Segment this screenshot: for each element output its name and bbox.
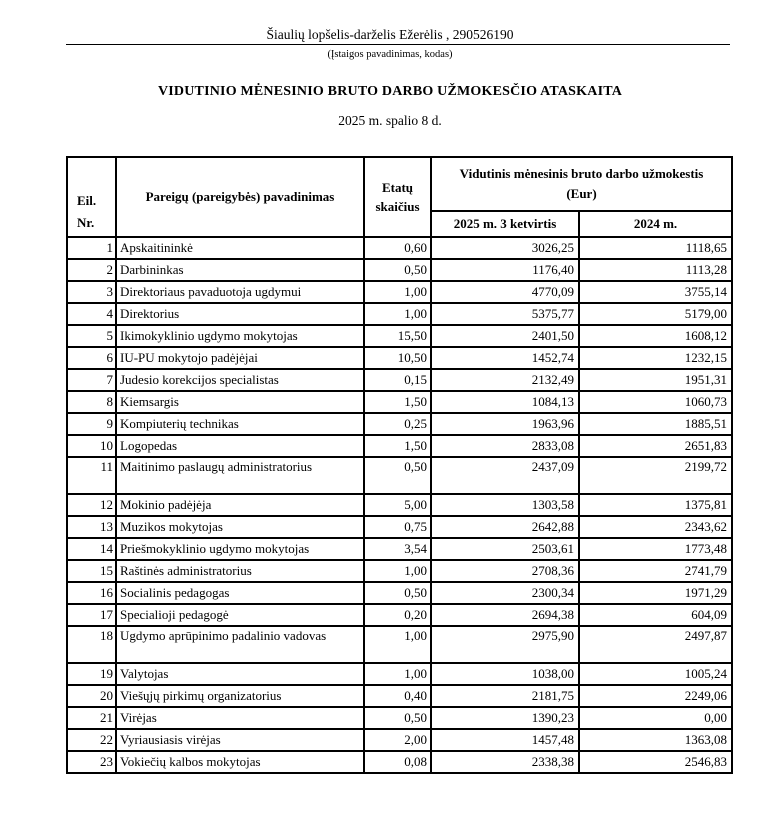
position-cell: Muzikos mokytojas <box>116 516 364 538</box>
row-number-cell: 2 <box>67 259 116 281</box>
salary-2025-cell: 4770,09 <box>431 281 579 303</box>
column-header-salary-group-line1: Vidutinis mėnesinis bruto darbo užmokestis <box>459 166 704 181</box>
salary-2025-cell: 1303,58 <box>431 494 579 516</box>
column-header-fte <box>364 157 431 237</box>
fte-cell: 0,50 <box>364 259 431 281</box>
row-number-cell: 17 <box>67 604 116 626</box>
fte-cell: 2,00 <box>364 729 431 751</box>
salary-2025-cell: 2503,61 <box>431 538 579 560</box>
salary-2025-cell: 1176,40 <box>431 259 579 281</box>
fte-cell: 0,50 <box>364 582 431 604</box>
salary-2024-cell: 1060,73 <box>579 391 732 413</box>
row-number-cell: 22 <box>67 729 116 751</box>
position-cell: Mokinio padėjėja <box>116 494 364 516</box>
salary-2024-cell: 1608,12 <box>579 325 732 347</box>
salary-2024-cell: 2546,83 <box>579 751 732 773</box>
position-cell: Kompiuterių technikas <box>116 413 364 435</box>
table-row <box>67 325 732 347</box>
report-title: VIDUTINIO MĖNESINIO BRUTO DARBO UŽMOKESČIO ATASKAITA <box>157 84 623 99</box>
fte-cell: 0,08 <box>364 751 431 773</box>
fte-cell: 0,75 <box>364 516 431 538</box>
row-number-cell: 21 <box>67 707 116 729</box>
position-cell: Apskaitininkė <box>116 237 364 259</box>
position-cell: Direktoriaus pavaduotoja ugdymui <box>116 281 364 303</box>
table-row <box>67 237 732 259</box>
position-cell: IU-PU mokytojo padėjėjai <box>116 347 364 369</box>
position-cell: Virėjas <box>116 707 364 729</box>
salary-2024-cell: 1971,29 <box>579 582 732 604</box>
position-cell: Vokiečių kalbos mokytojas <box>116 751 364 773</box>
fte-cell: 0,20 <box>364 604 431 626</box>
fte-cell: 0,60 <box>364 237 431 259</box>
row-number-cell: 13 <box>67 516 116 538</box>
row-number-cell: 15 <box>67 560 116 582</box>
salary-2025-cell: 2708,36 <box>431 560 579 582</box>
salary-2025-cell: 2975,90 <box>431 626 579 663</box>
salary-2025-cell: 2833,08 <box>431 435 579 457</box>
table-row <box>67 369 732 391</box>
salary-2025-cell: 2338,38 <box>431 751 579 773</box>
salary-2025-cell: 2437,09 <box>431 457 579 494</box>
table-row <box>67 663 732 685</box>
salary-2025-cell: 1038,00 <box>431 663 579 685</box>
table-row <box>67 538 732 560</box>
position-cell: Ikimokyklinio ugdymo mokytojas <box>116 325 364 347</box>
report-date: 2025 m. spalio 8 d. <box>338 113 442 128</box>
fte-cell: 0,25 <box>364 413 431 435</box>
fte-cell: 1,00 <box>364 281 431 303</box>
table-row <box>67 303 732 325</box>
column-header-salary-group-line2: (Eur) <box>566 186 597 201</box>
salary-2025-cell: 1084,13 <box>431 391 579 413</box>
row-number-cell: 19 <box>67 663 116 685</box>
salary-2024-cell: 1885,51 <box>579 413 732 435</box>
fte-cell: 1,50 <box>364 435 431 457</box>
row-number-cell: 6 <box>67 347 116 369</box>
table-row <box>67 259 732 281</box>
table-row <box>67 560 732 582</box>
header-rule <box>66 44 730 45</box>
table-row <box>67 626 732 663</box>
table-row <box>67 729 732 751</box>
column-header-row-number-line1: Eil. <box>77 193 97 208</box>
salary-2025-cell: 2694,38 <box>431 604 579 626</box>
table-row <box>67 751 732 773</box>
fte-cell: 1,00 <box>364 303 431 325</box>
salary-table <box>66 156 733 774</box>
row-number-cell: 12 <box>67 494 116 516</box>
row-number-cell: 5 <box>67 325 116 347</box>
salary-2025-cell: 2401,50 <box>431 325 579 347</box>
row-number-cell: 3 <box>67 281 116 303</box>
institution-name: Šiaulių lopšelis-darželis Ežerėlis , 290526190 <box>266 27 514 42</box>
position-cell: Direktorius <box>116 303 364 325</box>
salary-2024-cell: 3755,14 <box>579 281 732 303</box>
row-number-cell: 11 <box>67 457 116 494</box>
salary-2024-cell: 2249,06 <box>579 685 732 707</box>
table-row <box>67 707 732 729</box>
column-header-2025-q3: 2025 m. 3 ketvirtis <box>431 211 579 237</box>
table-row <box>67 582 732 604</box>
salary-2024-cell: 604,09 <box>579 604 732 626</box>
row-number-cell: 20 <box>67 685 116 707</box>
row-number-cell: 8 <box>67 391 116 413</box>
table-row <box>67 516 732 538</box>
row-number-cell: 18 <box>67 626 116 663</box>
salary-table-body <box>67 237 732 773</box>
header-row-top <box>67 157 732 211</box>
position-cell: Priešmokyklinio ugdymo mokytojas <box>116 538 364 560</box>
salary-2025-cell: 2642,88 <box>431 516 579 538</box>
fte-cell: 1,00 <box>364 560 431 582</box>
salary-2024-cell: 5179,00 <box>579 303 732 325</box>
salary-2024-cell: 1005,24 <box>579 663 732 685</box>
row-number-cell: 10 <box>67 435 116 457</box>
fte-cell: 10,50 <box>364 347 431 369</box>
salary-2024-cell: 1232,15 <box>579 347 732 369</box>
position-cell: Socialinis pedagogas <box>116 582 364 604</box>
salary-2025-cell: 1452,74 <box>431 347 579 369</box>
fte-cell: 1,00 <box>364 626 431 663</box>
column-header-fte-line1: Etatų <box>381 180 414 195</box>
table-row <box>67 604 732 626</box>
position-cell: Viešųjų pirkimų organizatorius <box>116 685 364 707</box>
table-row <box>67 347 732 369</box>
salary-2024-cell: 1118,65 <box>579 237 732 259</box>
row-number-cell: 23 <box>67 751 116 773</box>
institution-caption: (Įstaigos pavadinimas, kodas) <box>327 49 453 60</box>
salary-2024-cell: 2199,72 <box>579 457 732 494</box>
salary-2025-cell: 2132,49 <box>431 369 579 391</box>
table-row <box>67 457 732 494</box>
position-cell: Logopedas <box>116 435 364 457</box>
fte-cell: 0,15 <box>364 369 431 391</box>
column-header-salary-group <box>431 157 732 211</box>
salary-2025-cell: 1963,96 <box>431 413 579 435</box>
position-cell: Raštinės administratorius <box>116 560 364 582</box>
table-row <box>67 494 732 516</box>
salary-2024-cell: 0,00 <box>579 707 732 729</box>
fte-cell: 1,50 <box>364 391 431 413</box>
table-row <box>67 413 732 435</box>
column-header-fte-line2: skaičius <box>375 199 420 214</box>
fte-cell: 5,00 <box>364 494 431 516</box>
column-header-row-number <box>67 157 116 237</box>
salary-2025-cell: 5375,77 <box>431 303 579 325</box>
salary-2024-cell: 1773,48 <box>579 538 732 560</box>
row-number-cell: 14 <box>67 538 116 560</box>
position-cell: Darbininkas <box>116 259 364 281</box>
table-row <box>67 391 732 413</box>
row-number-cell: 1 <box>67 237 116 259</box>
salary-2024-cell: 1363,08 <box>579 729 732 751</box>
position-cell: Vyriausiasis virėjas <box>116 729 364 751</box>
fte-cell: 3,54 <box>364 538 431 560</box>
salary-2024-cell: 1113,28 <box>579 259 732 281</box>
salary-2024-cell: 2343,62 <box>579 516 732 538</box>
fte-cell: 15,50 <box>364 325 431 347</box>
salary-2025-cell: 2300,34 <box>431 582 579 604</box>
table-row <box>67 435 732 457</box>
position-cell: Judesio korekcijos specialistas <box>116 369 364 391</box>
fte-cell: 1,00 <box>364 663 431 685</box>
fte-cell: 0,40 <box>364 685 431 707</box>
salary-2024-cell: 2497,87 <box>579 626 732 663</box>
salary-2025-cell: 1390,23 <box>431 707 579 729</box>
table-row <box>67 685 732 707</box>
table-row <box>67 281 732 303</box>
salary-2024-cell: 1951,31 <box>579 369 732 391</box>
row-number-cell: 9 <box>67 413 116 435</box>
position-cell: Ugdymo aprūpinimo padalinio vadovas <box>116 626 364 663</box>
salary-table-header <box>67 157 732 237</box>
column-header-2024: 2024 m. <box>579 211 732 237</box>
row-number-cell: 7 <box>67 369 116 391</box>
row-number-cell: 16 <box>67 582 116 604</box>
position-cell: Maitinimo paslaugų administratorius <box>116 457 364 494</box>
salary-2024-cell: 2741,79 <box>579 560 732 582</box>
fte-cell: 0,50 <box>364 707 431 729</box>
position-cell: Kiemsargis <box>116 391 364 413</box>
fte-cell: 0,50 <box>364 457 431 494</box>
position-cell: Valytojas <box>116 663 364 685</box>
salary-2025-cell: 1457,48 <box>431 729 579 751</box>
row-number-cell: 4 <box>67 303 116 325</box>
salary-2024-cell: 1375,81 <box>579 494 732 516</box>
position-cell: Specialioji pedagogė <box>116 604 364 626</box>
salary-2025-cell: 2181,75 <box>431 685 579 707</box>
column-header-row-number-line2: Nr. <box>77 215 95 230</box>
column-header-position: Pareigų (pareigybės) pavadinimas <box>116 157 364 237</box>
salary-2024-cell: 2651,83 <box>579 435 732 457</box>
salary-2025-cell: 3026,25 <box>431 237 579 259</box>
